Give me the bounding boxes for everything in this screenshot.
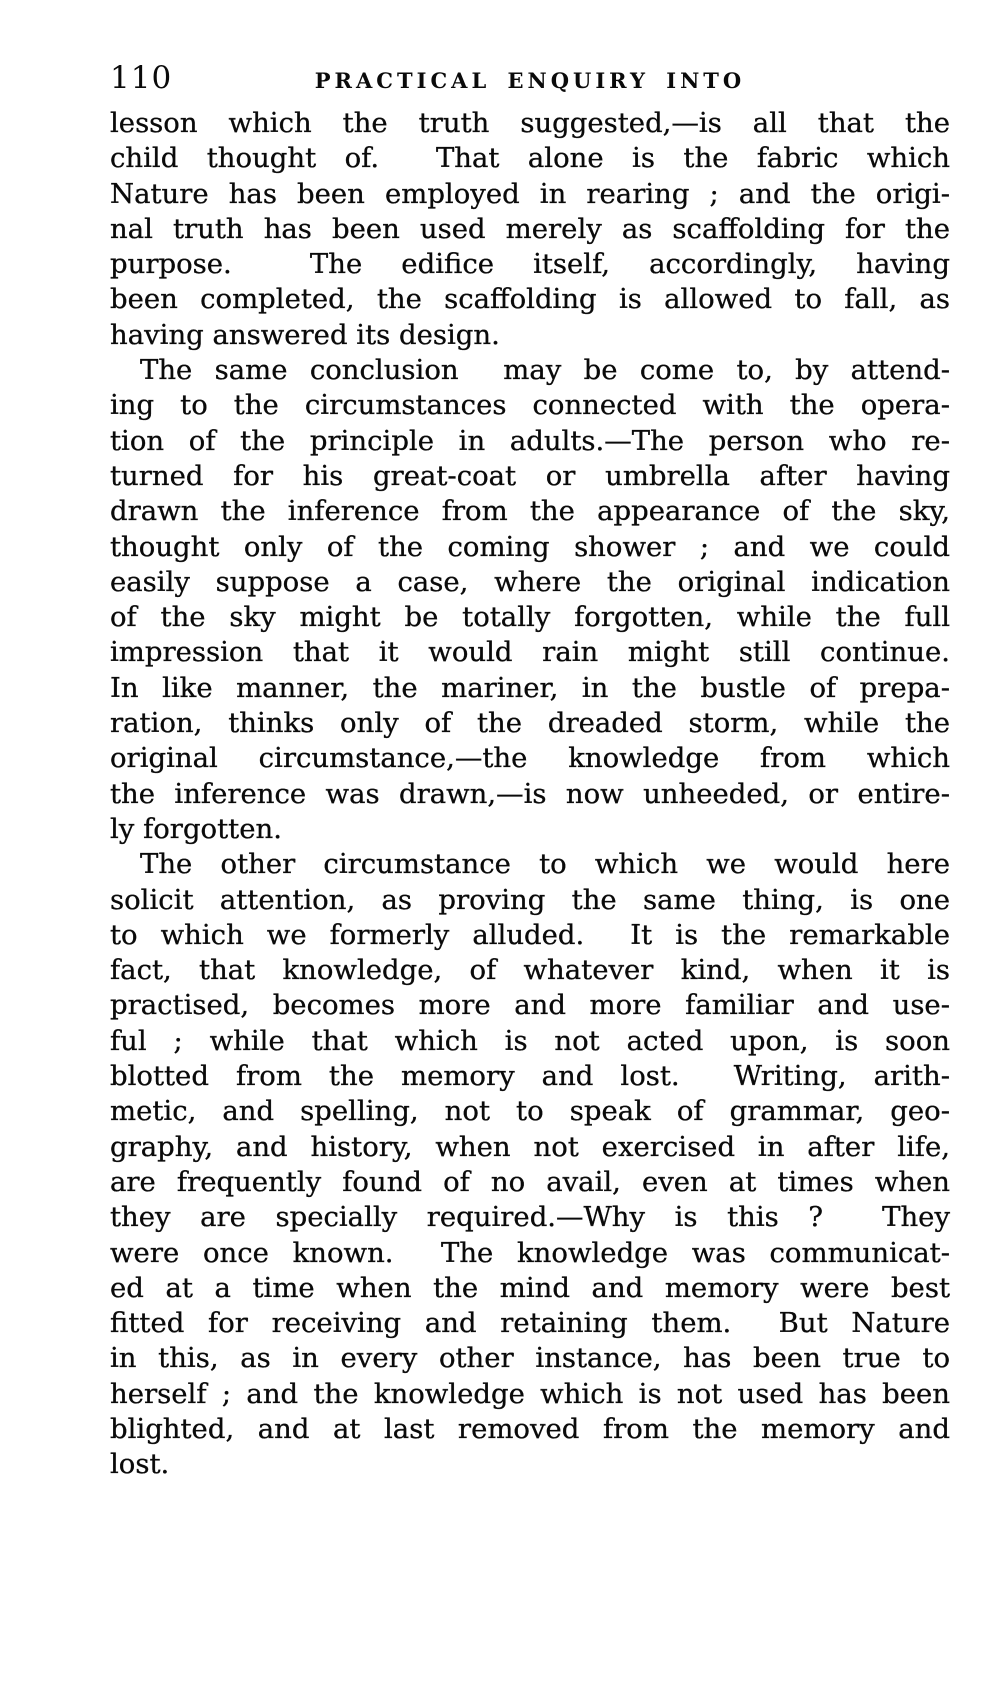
body-line: they are specially required.—Why is this ? They [110, 1201, 950, 1234]
body-line: The same conclusion may be come to, by attend- [140, 354, 950, 387]
body-line: ly forgotten. [110, 812, 282, 845]
body-line: ing to the circumstances connected with the opera- [110, 389, 950, 422]
body-line: ful ; while that which is not acted upon, is soon [110, 1024, 950, 1057]
body-line: thought only of the coming shower ; and we could [110, 530, 950, 563]
body-line: ration, thinks only of the dreaded storm, while the [110, 707, 950, 740]
body-line: been completed, the scaffolding is allowed to fall, as [110, 283, 950, 316]
body-line: tion of the principle in adults.—The person who re- [110, 424, 950, 457]
body-line: graphy, and history, when not exercised in after life, [110, 1130, 950, 1163]
body-line: blotted from the memory and lost. Writing, arith- [110, 1060, 950, 1093]
running-title: PRACTICAL ENQUIRY INTO [314, 68, 746, 93]
body-line: of the sky might be totally forgotten, while the full [110, 601, 950, 634]
body-line: child thought of. That alone is the fabric which [110, 142, 950, 175]
body-line: nal truth has been used merely as scaffolding for the [110, 212, 950, 245]
body-line: the inference was drawn,—is now unheeded, or entire- [110, 777, 950, 810]
body-line: solicit attention, as proving the same thing, is one [110, 883, 950, 916]
body-line: in this, as in every other instance, has been true to [110, 1342, 950, 1375]
body-line: ed at a time when the mind and memory were best [110, 1271, 950, 1304]
body-line: drawn the inference from the appearance of the sky, [110, 495, 950, 528]
page-number: 110 [110, 60, 173, 96]
body-line: Nature has been employed in rearing ; and the origi- [110, 177, 950, 210]
body-line: to which we formerly alluded. It is the remarkable [110, 918, 950, 951]
body-line: easily suppose a case, where the original indication [110, 565, 950, 598]
body-line: The other circumstance to which we would here [140, 848, 950, 881]
body-line: blighted, and at last removed from the memory and [110, 1412, 950, 1445]
body-line: In like manner, the mariner, in the bustle of prepa- [110, 671, 950, 704]
body-line: lost. [110, 1448, 170, 1481]
body-line: were once known. The knowledge was communicat- [110, 1236, 950, 1269]
page-header [110, 54, 950, 94]
body-line: are frequently found of no avail, even at times when [110, 1165, 950, 1198]
body-line: impression that it would rain might still continue. [110, 636, 950, 669]
body-line: turned for his great-coat or umbrella after having [110, 459, 950, 492]
body-line: metic, and spelling, not to speak of grammar, geo- [110, 1095, 950, 1128]
body-line: fact, that knowledge, of whatever kind, when it is [110, 954, 950, 987]
body-line: lesson which the truth suggested,—is all that the [110, 107, 950, 139]
body-line: original circumstance,—the knowledge from which [110, 742, 950, 775]
body-line: purpose. The edifice itself, accordingly, having [110, 248, 950, 281]
body-line: fitted for receiving and retaining them. But Nature [110, 1307, 950, 1340]
body-line: practised, becomes more and more familiar and use- [110, 989, 950, 1022]
body-line: having answered its design. [110, 318, 500, 351]
text-block [110, 106, 950, 1483]
body-line: herself ; and the knowledge which is not used has been [110, 1377, 950, 1410]
